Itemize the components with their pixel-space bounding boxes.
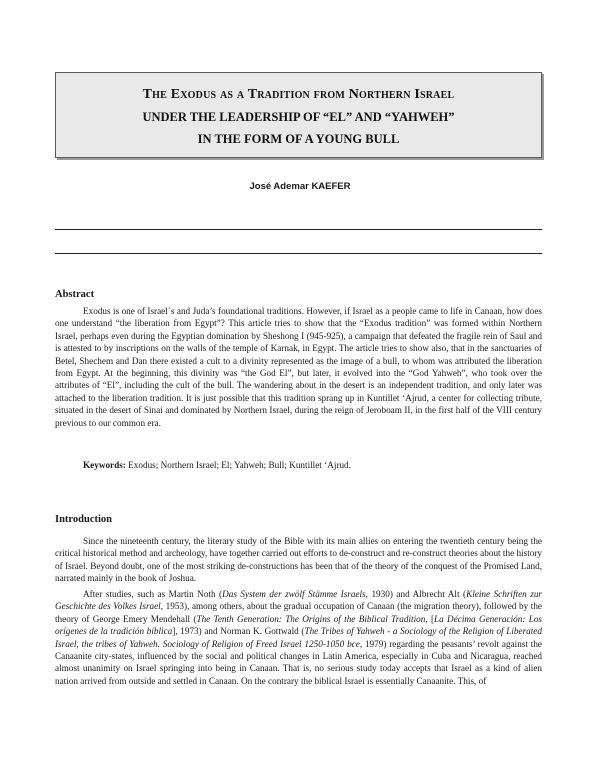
p2-text-b: , 1930) and Albrecht Alt ( bbox=[365, 589, 467, 599]
p2-title-alt: Kleine Schriften zur Geschichte des Volkes Israel bbox=[55, 589, 542, 612]
keywords-label: Keywords: bbox=[83, 460, 126, 470]
p2-title-mendenhall: The Tenth Generation: The Origins of the Biblical Tradition bbox=[196, 613, 426, 624]
divider-bottom bbox=[55, 253, 542, 254]
p2-text-d: , [ bbox=[425, 613, 435, 624]
title-line-3: IN THE FORM OF A YOUNG BULL bbox=[197, 132, 400, 146]
abstract-heading: Abstract bbox=[55, 289, 95, 300]
keywords bbox=[83, 460, 351, 470]
p2-text-e: ], 1973) and Norman K. Gottwald ( bbox=[172, 626, 305, 637]
p2-title-gottwald: The Tribes of Yahweh - a Sociology of the Religion of Liberated Israel, the tribes of Yahweh. Sociology of Religion of Freed Israel 1250-1050 bce bbox=[55, 626, 542, 649]
p2-text-f: , 1979) regarding the peasants’ revolt against the Canaanite city-states, influenced by the social and political changes in Latin America, especially in Cuba and Nicaragua, reached almost unanimity on Israel springing into being in Canaan. That is, no serious study today accepts that Israel as a kind of alien nation arrived from outside and settled in Canaan. On the contrary the biblical Israel is essentially Canaanite. This, of bbox=[55, 638, 542, 686]
divider-top bbox=[55, 229, 542, 230]
p2-title-noth: Das System der zwölf Stämme Israels bbox=[222, 589, 366, 599]
intro-paragraph-2 bbox=[55, 588, 542, 687]
title-line-2: UNDER THE LEADERSHIP OF “EL” AND “YAHWEH” bbox=[142, 110, 455, 124]
title-box bbox=[55, 72, 542, 158]
introduction-heading: Introduction bbox=[55, 514, 112, 525]
keywords-list: Exodus; Northern Israel; El; Yahweh; Bull; Kuntillet ‘Ajrud. bbox=[128, 460, 351, 470]
title-line-1: The Exodus as a Tradition from Northern Israel bbox=[142, 87, 455, 102]
p2-text-c: , 1953), among others, about the gradual occupation of Canaan (the migration theory), followed by the theory of George Emery Mendehall ( bbox=[55, 601, 542, 624]
author-name: José Ademar KAEFER bbox=[249, 181, 351, 192]
abstract-text: Exodus is one of Israel´s and Juda’s foundational traditions. However, if Israel as a people came to life in Canaan, how does one understand “the liberation from Egypt”? This article tries to show that the “Exodus tradition” was formed within Northern Israel, perhaps even during the Egyptian domination by Sheshong I (945-925), a campaign that defeated the fragile rein of Saul and is attested to by inscriptions on the walls of the temple of Karnak, in Egypt. The article tries to show also, that in the sanctuaries of Betel, Shechem and Dan there existed a cult to a divinity represented as the image of a bull, to whom was attributed the liberation from Egypt. At the beginning, this divinity was “the God El”, but later, it evolved into the “God Yahweh”, who took over the attributes of “El”, including the cult of the bull. The wandering about in the desert is an independent tradition, and only later was attached to the liberation tradition. It is just possible that this tradition sprang up in Kuntillet ‘Ajrud, a center for collecting tribute, situated in the desert of Sinai and dominated by Northern Israel, during the reign of Jeroboam II, in the first half of the VIII century previous to our common era. bbox=[55, 306, 542, 428]
p2-text-a: After studies, such as Martin Noth ( bbox=[83, 589, 223, 599]
intro-paragraph-1: Since the nineteenth century, the literary study of the Bible with its main allies on entering the twentieth century being the critical historical method and archeology, have together carried out efforts to de-construct and re-construct theories about the history of Israel. Beyond doubt, one of the most striking de-constructions has been that of the theory of the conquest of the Promised Land, narrated mainly in the book of Joshua. bbox=[55, 536, 542, 584]
p2-title-mendenhall-es: La Décima Generación: Los orígenes de la tradición bíblica bbox=[55, 613, 542, 637]
